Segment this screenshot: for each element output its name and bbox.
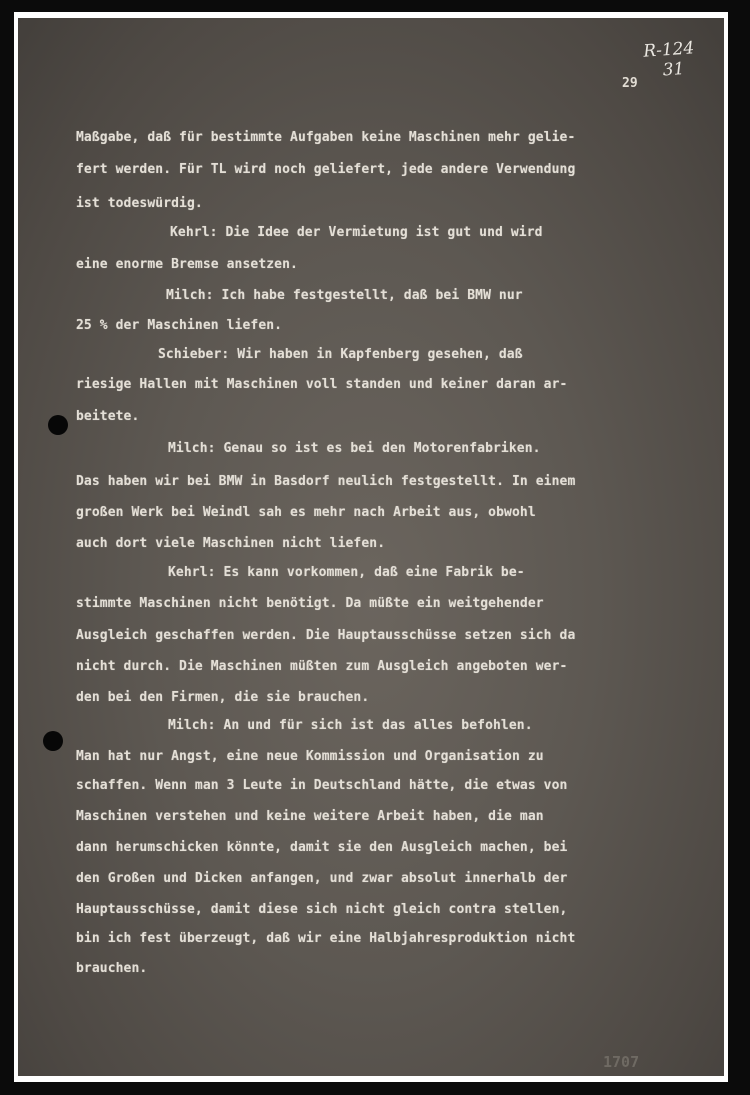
punch-hole (48, 415, 68, 435)
text-line: bin ich fest überzeugt, daß wir eine Halbjahresproduktion nicht (76, 931, 576, 946)
archive-folio: 31 (662, 59, 686, 81)
text-line: Hauptausschüsse, damit diese sich nicht gleich contra stellen, (76, 902, 568, 917)
text-line: beitete. (76, 409, 140, 424)
speaker-line-kehrl: Kehrl: Die Idee der Vermietung ist gut und wird (170, 225, 543, 240)
speaker-line-kehrl: Kehrl: Es kann vorkommen, daß eine Fabrik be- (168, 565, 525, 580)
text-line: den Großen und Dicken anfangen, und zwar absolut innerhalb der (76, 871, 568, 886)
text-line: Maschinen verstehen und keine weitere Arbeit haben, die man (76, 809, 544, 824)
speaker-line-milch: Milch: Genau so ist es bei den Motorenfabriken. (168, 441, 541, 456)
text-line: Das haben wir bei BMW in Basdorf neulich festgestellt. In einem (76, 474, 576, 489)
text-line: 25 % der Maschinen liefen. (76, 318, 283, 333)
text-line: ist todeswürdig. (76, 196, 203, 211)
text-line: fert werden. Für TL wird noch geliefert, jede andere Verwendung (76, 162, 576, 177)
document-page (18, 18, 724, 1076)
archive-annotation (643, 38, 697, 81)
text-line: riesige Hallen mit Maschinen voll standen und keiner daran ar- (76, 377, 568, 392)
archive-stamp: 1707 (603, 1053, 640, 1071)
speaker-line-schieber: Schieber: Wir haben in Kapfenberg gesehen, daß (158, 347, 523, 362)
text-line: dann herumschicken könnte, damit sie den Ausgleich machen, bei (76, 840, 568, 855)
text-line: brauchen. (76, 961, 148, 976)
text-line: schaffen. Wenn man 3 Leute in Deutschland hätte, die etwas von (76, 778, 568, 793)
text-line: Maßgabe, daß für bestimmte Aufgaben keine Maschinen mehr gelie- (76, 130, 576, 145)
speaker-line-milch: Milch: An und für sich ist das alles befohlen. (168, 718, 533, 733)
page-number: 29 (622, 76, 638, 91)
text-line: nicht durch. Die Maschinen müßten zum Ausgleich angeboten wer- (76, 659, 568, 674)
speaker-line-milch: Milch: Ich habe festgestellt, daß bei BMW nur (166, 288, 523, 303)
punch-hole (43, 731, 63, 751)
text-line: auch dort viele Maschinen nicht liefen. (76, 536, 386, 551)
text-line: den bei den Firmen, die sie brauchen. (76, 690, 370, 705)
archive-code: R-124 (642, 38, 695, 62)
text-line: eine enorme Bremse ansetzen. (76, 257, 298, 272)
text-line: Ausgleich geschaffen werden. Die Hauptausschüsse setzen sich da (76, 628, 576, 643)
text-line: großen Werk bei Weindl sah es mehr nach Arbeit aus, obwohl (76, 505, 536, 520)
text-line: stimmte Maschinen nicht benötigt. Da müßte ein weitgehender (76, 596, 544, 611)
text-line: Man hat nur Angst, eine neue Kommission und Organisation zu (76, 749, 544, 764)
